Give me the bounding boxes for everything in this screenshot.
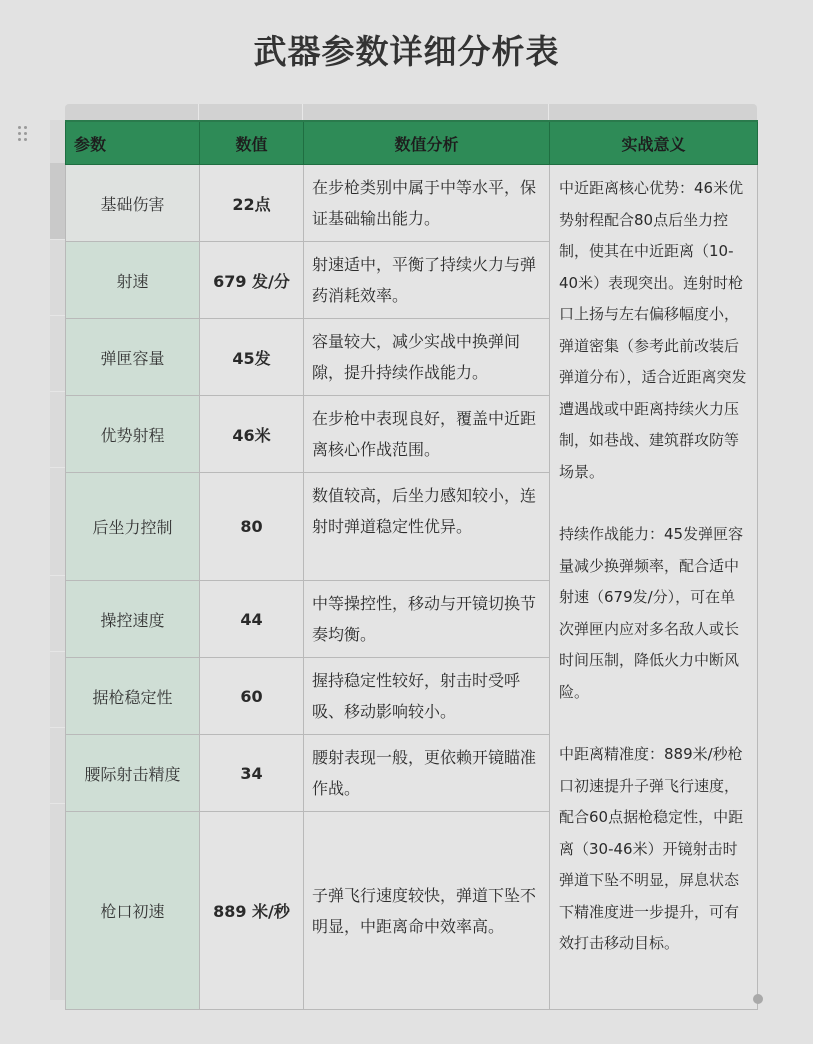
param-cell[interactable]: 后坐力控制 bbox=[66, 473, 200, 581]
param-cell[interactable]: 据枪稳定性 bbox=[66, 658, 200, 735]
value-cell[interactable]: 46米 bbox=[200, 396, 304, 473]
header-significance[interactable]: 实战意义 bbox=[550, 121, 758, 165]
value-cell[interactable]: 80 bbox=[200, 473, 304, 581]
significance-cell[interactable] bbox=[550, 165, 758, 1010]
value-cell[interactable]: 889 米/秒 bbox=[200, 812, 304, 1010]
significance-sustained-fire: 持续作战能力：45发弹匣容量减少换弹频率，配合适中射速（679发/分），可在单次弹匣内应对多名敌人或长时间压制，降低火力中断风险。 bbox=[559, 525, 744, 701]
param-cell[interactable]: 操控速度 bbox=[66, 581, 200, 658]
row-selector-bar[interactable] bbox=[50, 120, 65, 1000]
value-cell[interactable]: 44 bbox=[200, 581, 304, 658]
drag-handle-icon[interactable] bbox=[18, 126, 30, 142]
table-row bbox=[66, 165, 758, 242]
value-cell[interactable]: 679 发/分 bbox=[200, 242, 304, 319]
significance-mid-range: 中距离精准度：889米/秒枪口初速提升子弹飞行速度，配合60点据枪稳定性，中距离（30-46米）开镜射击时弹道下坠不明显，屏息状态下精准度进一步提升，可有效打击移动目标。 bbox=[559, 745, 744, 952]
header-value[interactable]: 数值 bbox=[200, 121, 304, 165]
analysis-cell[interactable]: 在步枪中表现良好，覆盖中近距离核心作战范围。 bbox=[304, 396, 550, 473]
param-cell[interactable]: 枪口初速 bbox=[66, 812, 200, 1010]
analysis-cell[interactable]: 在步枪类别中属于中等水平，保证基础输出能力。 bbox=[304, 165, 550, 242]
page-title: 武器参数详细分析表 bbox=[253, 32, 560, 71]
value-cell[interactable]: 45发 bbox=[200, 319, 304, 396]
analysis-cell[interactable]: 中等操控性，移动与开镜切换节奏均衡。 bbox=[304, 581, 550, 658]
table-header-row bbox=[66, 121, 758, 165]
header-analysis[interactable]: 数值分析 bbox=[304, 121, 550, 165]
resize-handle-icon[interactable] bbox=[753, 994, 763, 1004]
row-selector-highlight bbox=[50, 163, 65, 239]
analysis-cell[interactable]: 容量较大，减少实战中换弹间隙，提升持续作战能力。 bbox=[304, 319, 550, 396]
analysis-cell[interactable]: 射速适中，平衡了持续火力与弹药消耗效率。 bbox=[304, 242, 550, 319]
weapon-params-table bbox=[65, 120, 758, 1010]
param-cell[interactable]: 优势射程 bbox=[66, 396, 200, 473]
significance-close-range: 中近距离核心优势：46米优势射程配合80点后坐力控制，使其在中近距离（10-40米）表现突出。连射时枪口上扬与左右偏移幅度小，弹道密集（参考此前改装后弹道分布），适合近距离突发遭遇战或中距离持续火力压制，如巷战、建筑群攻防等场景。 bbox=[559, 179, 747, 481]
analysis-cell[interactable]: 子弹飞行速度较快，弹道下坠不明显，中距离命中效率高。 bbox=[304, 812, 550, 1010]
param-cell[interactable]: 腰际射击精度 bbox=[66, 735, 200, 812]
column-selector-bar[interactable] bbox=[65, 104, 757, 120]
table-frame bbox=[50, 104, 757, 1000]
param-cell[interactable]: 射速 bbox=[66, 242, 200, 319]
analysis-cell[interactable]: 握持稳定性较好，射击时受呼吸、移动影响较小。 bbox=[304, 658, 550, 735]
analysis-cell[interactable]: 腰射表现一般，更依赖开镜瞄准作战。 bbox=[304, 735, 550, 812]
header-param[interactable]: 参数 bbox=[66, 121, 200, 165]
value-cell[interactable]: 60 bbox=[200, 658, 304, 735]
value-cell[interactable]: 22点 bbox=[200, 165, 304, 242]
analysis-cell[interactable]: 数值较高，后坐力感知较小，连射时弹道稳定性优异。 bbox=[304, 473, 550, 581]
param-cell[interactable]: 基础伤害 bbox=[66, 165, 200, 242]
value-cell[interactable]: 34 bbox=[200, 735, 304, 812]
param-cell[interactable]: 弹匣容量 bbox=[66, 319, 200, 396]
